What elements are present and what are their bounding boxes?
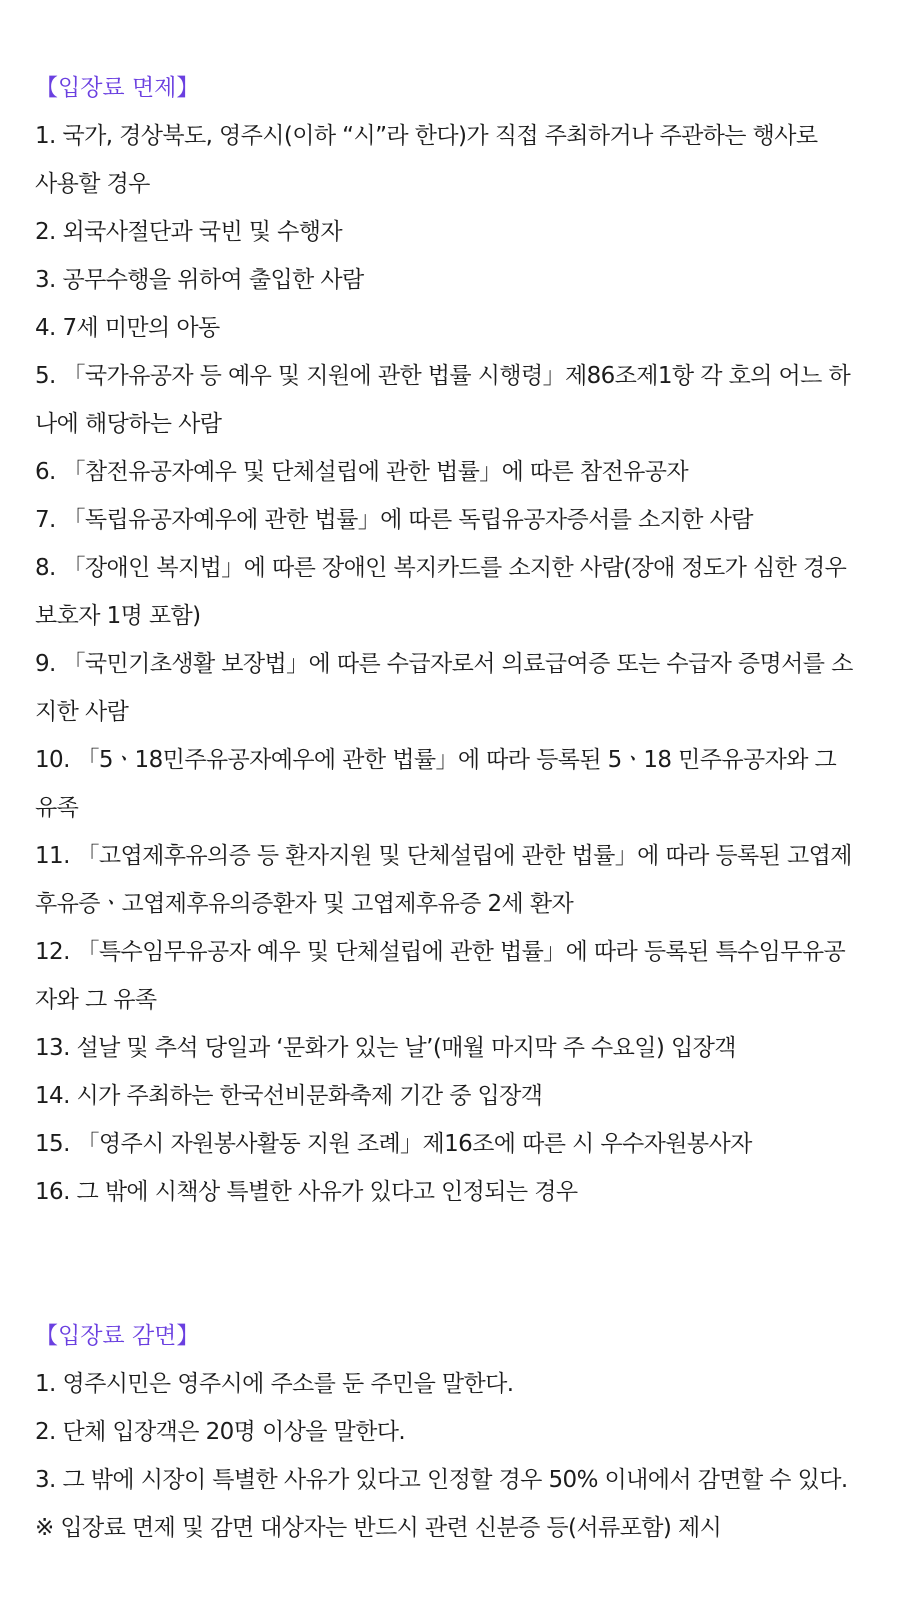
exemption-line: 9. 「국민기초생활 보장법」에 따른 수급자로서 의료급여증 또는 수급자 증명서를 소 — [35, 651, 853, 677]
exemption-line: 후유증ㆍ고엽제후유의증환자 및 고엽제후유증 2세 환자 — [35, 891, 574, 917]
reduction-line: 1. 영주시민은 영주시에 주소를 둔 주민을 말한다. — [35, 1371, 514, 1397]
exemption-line: 12. 「특수임무유공자 예우 및 단체설립에 관한 법률」에 따라 등록된 특수임무유공 — [35, 939, 846, 965]
exemption-line: 11. 「고엽제후유의증 등 환자지원 및 단체설립에 관한 법률」에 따라 등록된 고엽제 — [35, 843, 852, 869]
exemption-line: 사용할 경우 — [35, 171, 150, 197]
exemption-line: 10. 「5ㆍ18민주유공자예우에 관한 법률」에 따라 등록된 5ㆍ18 민주유공자와 그 — [35, 747, 837, 773]
exemption-line: 14. 시가 주최하는 한국선비문화축제 기간 중 입장객 — [35, 1083, 543, 1109]
exemption-line: 3. 공무수행을 위하여 출입한 사람 — [35, 267, 364, 293]
exemption-line: 15. 「영주시 자원봉사활동 지원 조례」제16조에 따른 시 우수자원봉사자 — [35, 1131, 752, 1157]
exemption-line: 4. 7세 미만의 아동 — [35, 315, 220, 341]
exemption-line: 13. 설날 및 추석 당일과 ‘문화가 있는 날’(매월 마지막 주 수요일) 입장객 — [35, 1035, 736, 1061]
exemption-line: 유족 — [35, 795, 79, 821]
exemption-line: 나에 해당하는 사람 — [35, 411, 222, 437]
exemption-line: 2. 외국사절단과 국빈 및 수행자 — [35, 219, 343, 245]
exemption-line: 보호자 1명 포함) — [35, 603, 201, 629]
exemption-line: 자와 그 유족 — [35, 987, 157, 1013]
exemption-section — [35, 64, 890, 1216]
exemption-line: 지한 사람 — [35, 699, 129, 725]
exemption-heading: 【입장료 면제】 — [35, 75, 200, 101]
reduction-heading: 【입장료 감면】 — [35, 1323, 200, 1349]
exemption-line: 1. 국가, 경상북도, 영주시(이하 “시”라 한다)가 직접 주최하거나 주관하는 행사로 — [35, 123, 818, 149]
exemption-line: 8. 「장애인 복지법」에 따른 장애인 복지카드를 소지한 사람(장애 정도가 심한 경우 — [35, 555, 847, 581]
section-spacer — [35, 1216, 890, 1312]
exemption-line: 16. 그 밖에 시책상 특별한 사유가 있다고 인정되는 경우 — [35, 1179, 578, 1205]
reduction-line: 2. 단체 입장객은 20명 이상을 말한다. — [35, 1419, 406, 1445]
exemption-line: 5. 「국가유공자 등 예우 및 지원에 관한 법률 시행령」제86조제1항 각 호의 어느 하 — [35, 363, 851, 389]
exemption-line: 6. 「참전유공자예우 및 단체설립에 관한 법률」에 따른 참전유공자 — [35, 459, 688, 485]
exemption-line: 7. 「독립유공자예우에 관한 법률」에 따른 독립유공자증서를 소지한 사람 — [35, 507, 753, 533]
reduction-section — [35, 1312, 890, 1552]
reduction-line: 3. 그 밖에 시장이 특별한 사유가 있다고 인정할 경우 50% 이내에서 감면할 수 있다. — [35, 1467, 848, 1493]
reduction-note: ※ 입장료 면제 및 감면 대상자는 반드시 관련 신분증 등(서류포함) 제시 — [35, 1515, 722, 1541]
